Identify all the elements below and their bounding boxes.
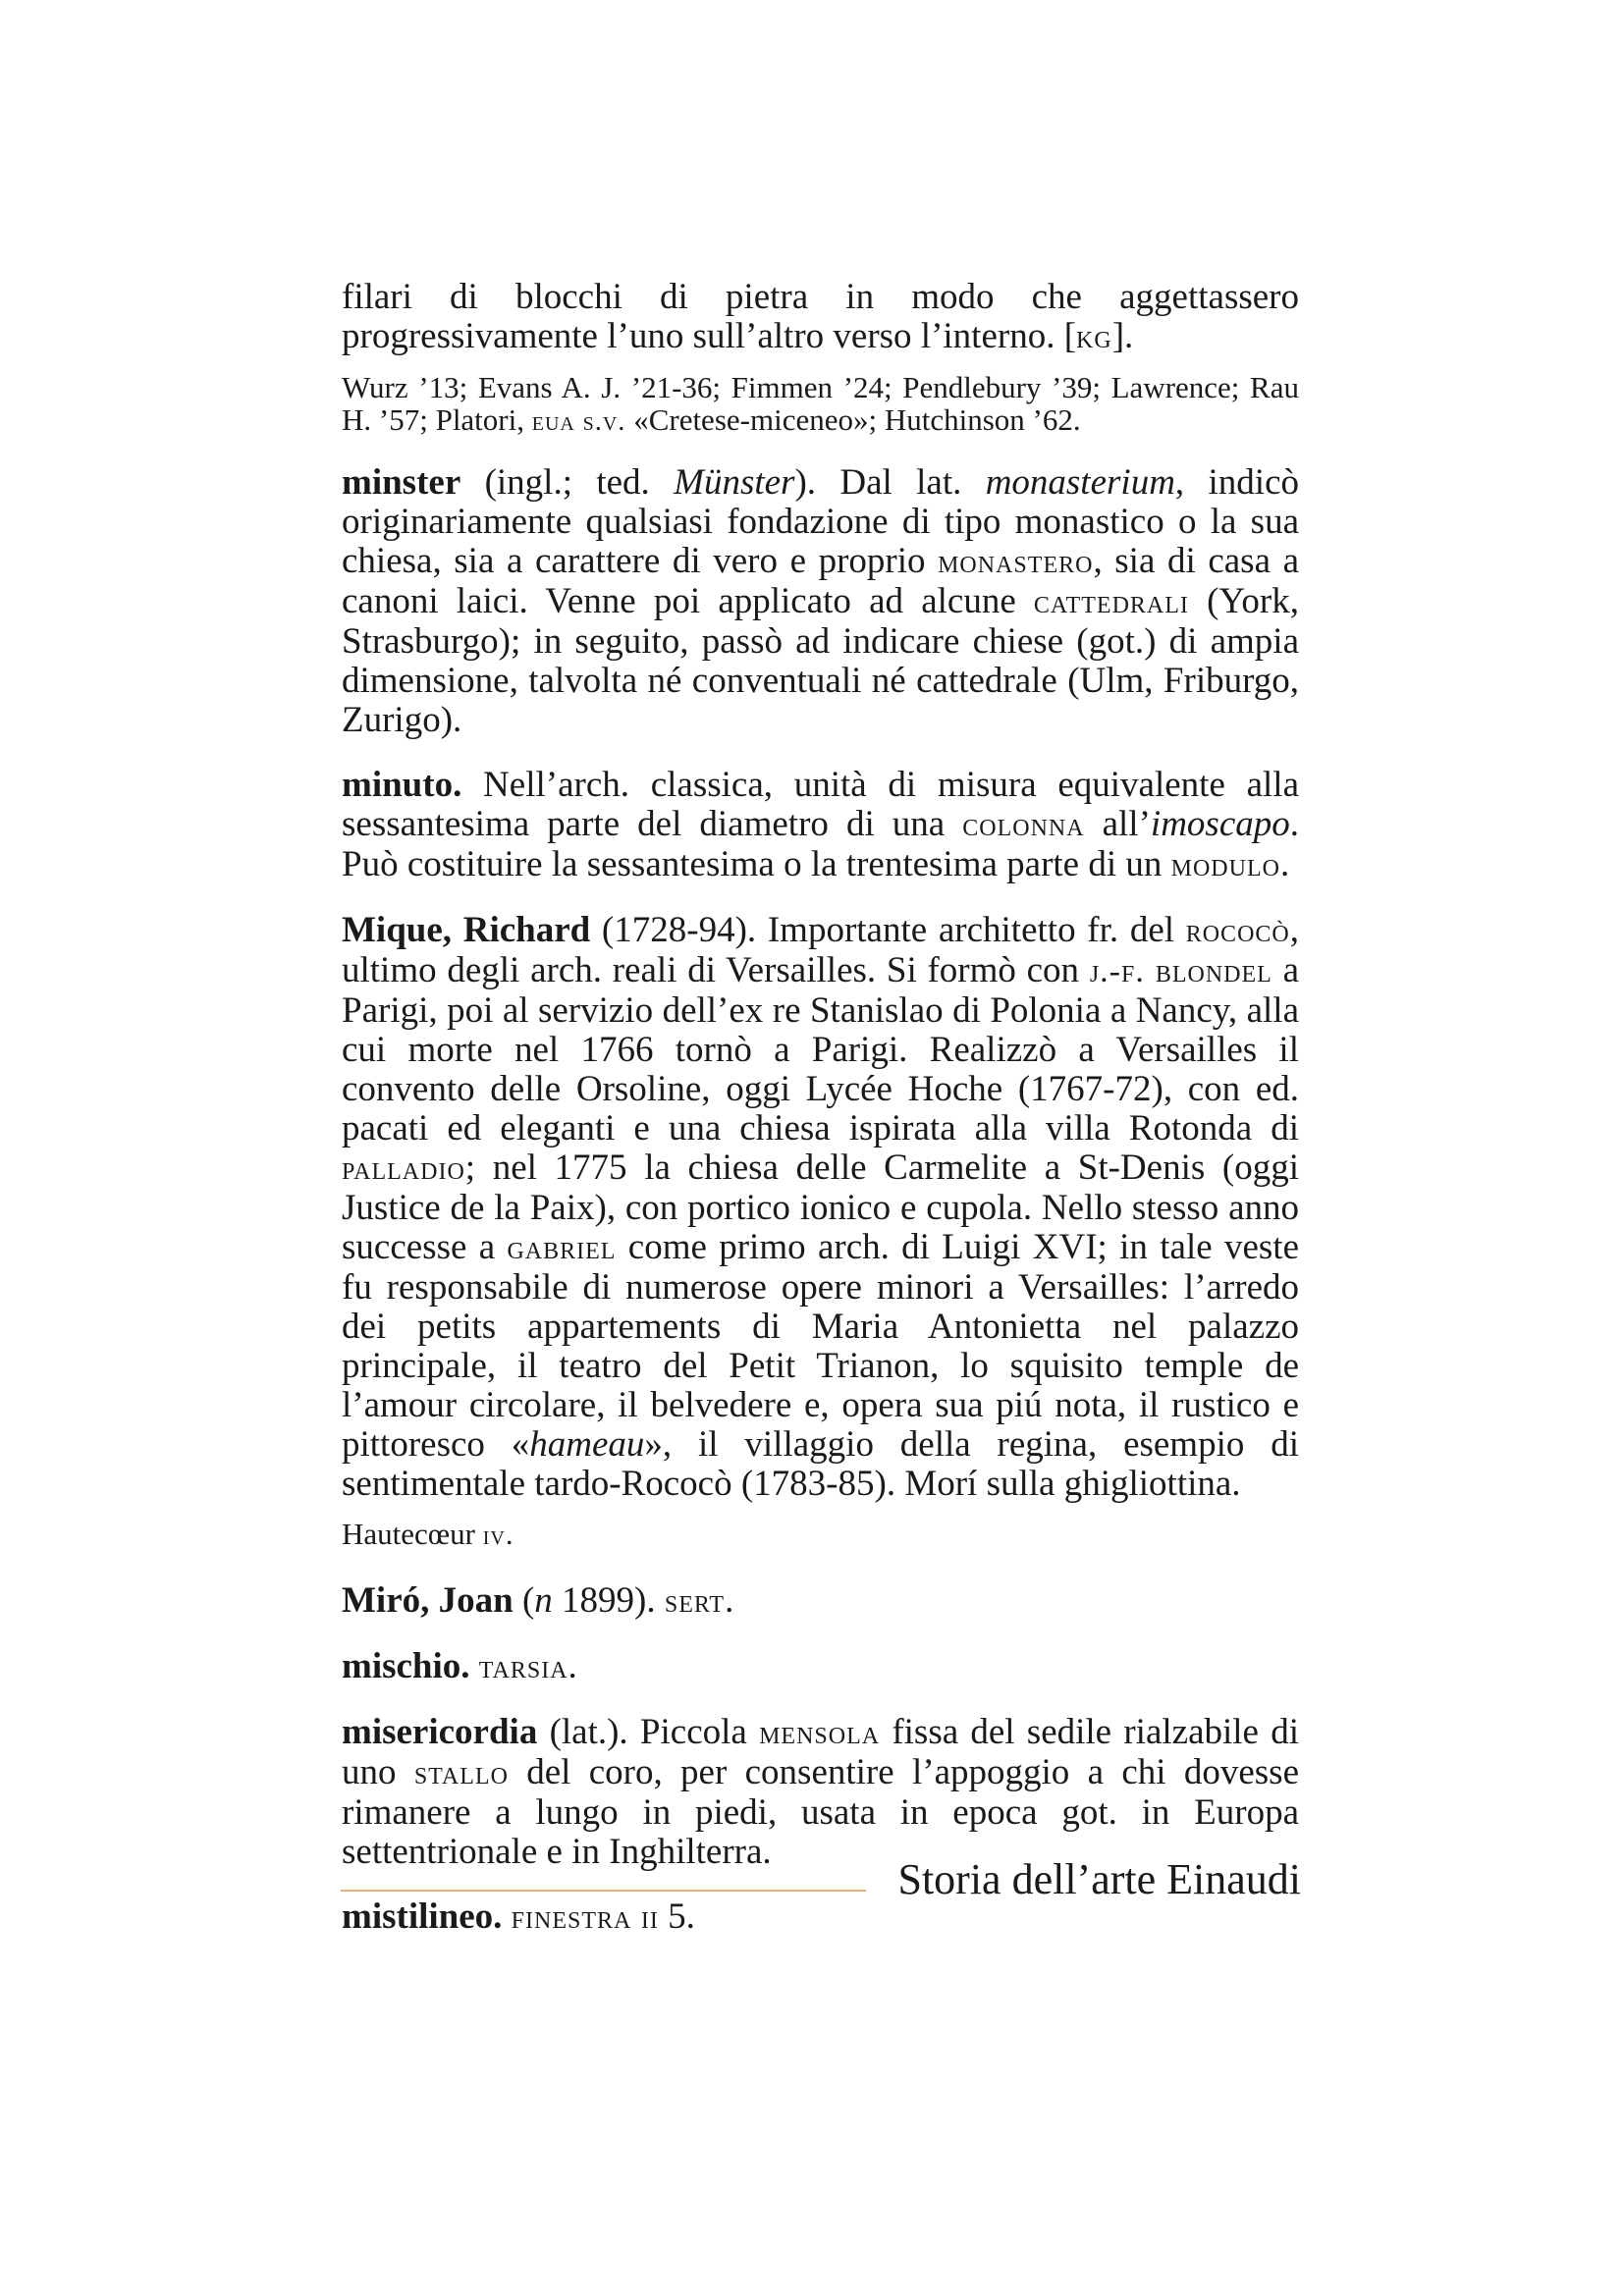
headword: Miró, Joan <box>342 1580 514 1621</box>
headword: minuto. <box>342 765 462 805</box>
cross-reference: colonna <box>962 807 1085 843</box>
cross-reference: rococò <box>1185 913 1290 949</box>
bibliography-continuation: Wurz ’13; Evans A. J. ’21-36; Fimmen ’24; Pendlebury ’39; Lawrence; Rau H. ’57; Platori, eua s.v. «Cretese-miceneo»; Hutchinson ’62. <box>342 370 1299 437</box>
cross-reference: stallo <box>413 1755 509 1791</box>
cross-reference: finestra ii <box>511 1899 659 1936</box>
headword: misericordia <box>342 1712 538 1752</box>
entry-mistilineo: mistilineo. finestra ii 5. <box>342 1896 695 1937</box>
cross-reference: sert <box>664 1583 726 1620</box>
footer-divider <box>341 1890 866 1892</box>
headword: minster <box>342 462 461 503</box>
entry-miro: Miró, Joan (n 1899). sert. <box>342 1580 734 1621</box>
cross-reference: j.-f. blondel <box>1089 953 1272 989</box>
author-initials: kg <box>1076 319 1112 355</box>
headword: Mique, Richard <box>342 910 591 950</box>
cross-reference: cattedrali <box>1033 584 1189 620</box>
cross-reference: mensola <box>759 1715 881 1751</box>
bibliography-mique: Hautecœur iv. <box>342 1517 514 1551</box>
cross-reference: monastero <box>938 544 1094 580</box>
headword: mistilineo. <box>342 1896 503 1937</box>
cross-reference: modulo <box>1170 847 1280 883</box>
entry-minster: minster (ingl.; ted. Münster). Dal lat. monasterium, indicò originariamente qualsiasi fondazione di tipo monastico o la sua chiesa, sia a carattere di vero e proprio monastero, sia di casa a canoni laici. Venne poi applicato ad alcune cattedrali (York, Strasburgo); in seguito, passò ad indicare chiese (got.) di ampia dimensione, talvolta né conventuali né cattedrale (Ulm, Friburgo, Zurigo). <box>342 462 1299 740</box>
entry-mique: Mique, Richard (1728-94). Importante architetto fr. del rococò, ultimo degli arch. reali di Versailles. Si formò con j.-f. blondel a Parigi, poi al servizio dell’ex re Stanislao di Polonia a Nancy, alla cui morte nel 1766 tornò a Parigi. Realizzò a Versailles il convento delle Orsoline, oggi Lycée Hoche (1767-72), con ed. pacati ed eleganti e una chiesa ispirata alla villa Rotonda di palladio; nel 1775 la chiesa delle Carmelite a St-Denis (oggi Justice de la Paix), con portico ionico e cupola. Nello stesso anno successe a gabriel come primo arch. di Luigi XVI; in tale veste fu responsabile di numerose opere minori a Versailles: l’arredo dei petits appartements di Maria Antonietta nel palazzo principale, il teatro del Petit Trianon, lo squisito temple de l’amour circolare, il belvedere e, opera sua piú nota, il rustico e pittoresco «hameau», il villaggio della regina, esempio di sentimentale tardo-Rococò (1783-85). Morí sulla ghigliottina. <box>342 910 1300 1504</box>
entry-misericordia: misericordia (lat.). Piccola mensola fissa del sedile rialzabile di uno stallo del coro, per consentire l’appoggio a chi dovesse rimanere a lungo in piedi, usata in epoca got. in Europa settentrionale e in Inghilterra. <box>342 1712 1300 1872</box>
entry-continuation: filari di blocchi di pietra in modo che aggettassero progressivamente l’uno sull’altro verso l’interno. [kg]. <box>342 277 1299 356</box>
entry-mischio: mischio. tarsia. <box>342 1646 577 1686</box>
main-text-column <box>342 278 1299 1963</box>
cross-reference: gabriel <box>507 1230 617 1266</box>
entry-minuto: minuto. Nell’arch. classica, unità di misura equivalente alla sessantesima parte del diametro di una colonna all’imoscapo. Può costituire la sessantesima o la trentesima parte di un modulo. <box>342 765 1299 884</box>
cross-reference: palladio <box>342 1150 465 1187</box>
cross-reference: tarsia <box>478 1649 568 1685</box>
footer-publication-title: Storia dell’arte Einaudi <box>897 1855 1301 1903</box>
headword: mischio. <box>342 1646 470 1686</box>
